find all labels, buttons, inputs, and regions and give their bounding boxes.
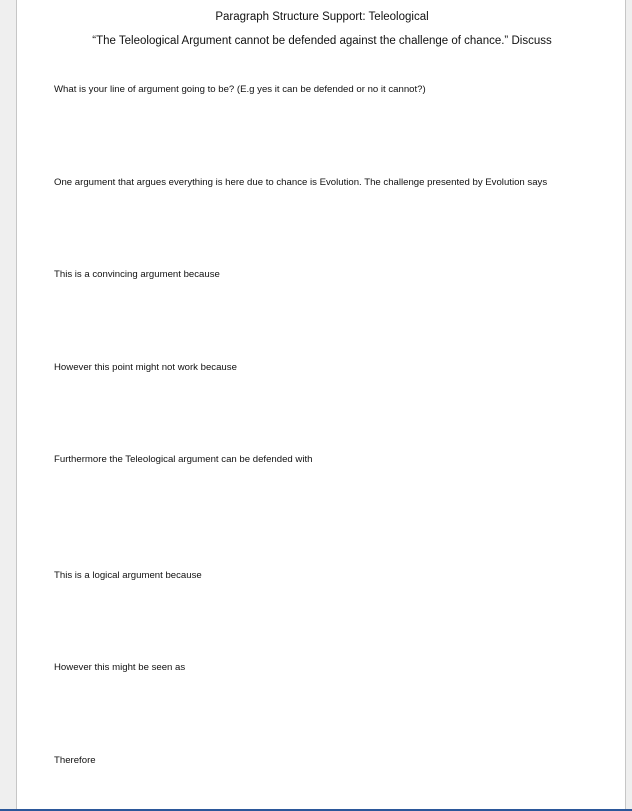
prompt-line-of-argument: What is your line of argument going to be? (E.g yes it can be defended or no it cannot?) <box>54 84 426 95</box>
prompt-evolution-challenge: One argument that argues everything is here due to chance is Evolution. The challenge presented by Evolution says <box>54 177 548 188</box>
prompt-convincing: This is a convincing argument because <box>54 269 220 280</box>
prompt-might-not-work: However this point might not work because <box>54 362 237 373</box>
prompt-seen-as: However this might be seen as <box>54 662 186 673</box>
right-gutter <box>626 0 632 809</box>
prompt-therefore: Therefore <box>54 755 96 766</box>
prompt-defended-with: Furthermore the Teleological argument can be defended with <box>54 454 313 465</box>
left-gutter <box>0 0 16 809</box>
prompt-logical: This is a logical argument because <box>54 570 202 581</box>
document-page[interactable] <box>16 0 626 809</box>
document-title: Paragraph Structure Support: Teleological <box>215 11 429 23</box>
essay-question: “The Teleological Argument cannot be defended against the challenge of chance.” Discuss <box>92 35 552 47</box>
